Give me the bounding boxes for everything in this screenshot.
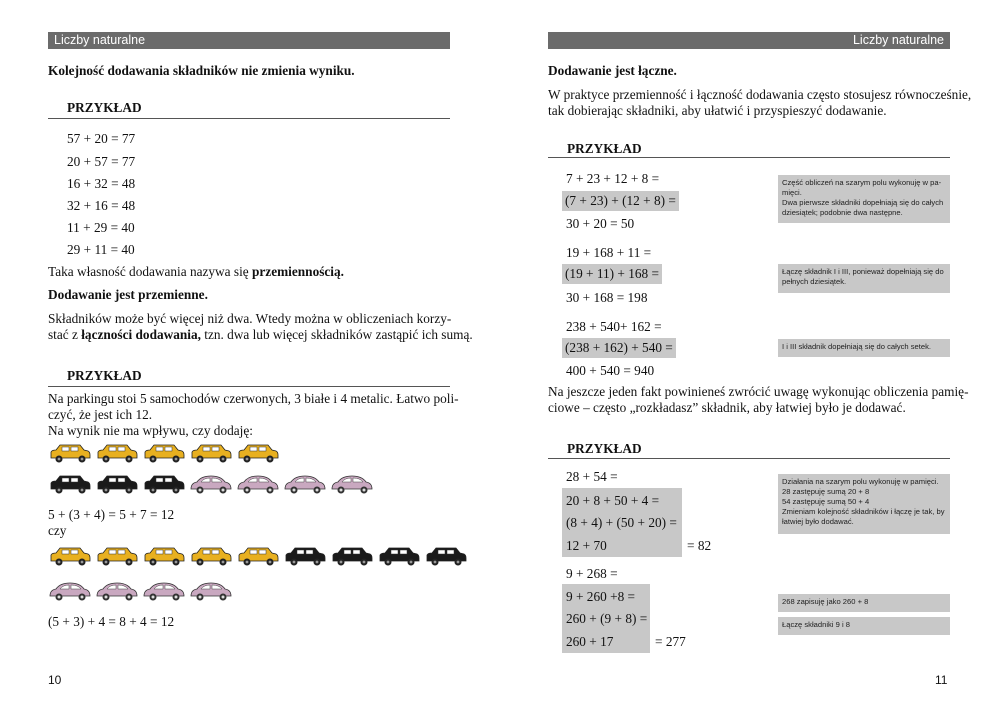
calc2-a2: 20 + 8 + 50 + 4 = [566, 493, 660, 508]
black-car-icon [48, 473, 92, 500]
property-sentence [48, 264, 344, 280]
note-first-third [778, 264, 950, 293]
paragraph-text: stać z [48, 327, 82, 342]
note-hundreds [778, 339, 950, 357]
note-line: Część obliczeń na szarym polu wykonuję w pa- [782, 178, 942, 187]
calc2-a4: 12 + 70 [566, 538, 607, 553]
note-line: dziesiątek; podobnie dwa następne. [782, 208, 903, 217]
black-car-icon [95, 473, 139, 500]
note-line: mięci. [782, 188, 802, 197]
equation-assoc-a: 5 + (3 + 4) = 5 + 7 = 12 [48, 507, 175, 522]
equation-assoc-b: (5 + 3) + 4 = 8 + 4 = 12 [48, 614, 175, 629]
fact-line-2: ciowe – często „rozkładasz” składnik, aby łatwiej było je dodawać. [548, 400, 906, 415]
page-number-left: 10 [48, 673, 62, 687]
black-car-icon [142, 473, 186, 500]
note-9-and-8 [778, 617, 950, 635]
associativity-term: łączności dodawania, [81, 327, 201, 342]
yellow-car-icon [48, 545, 92, 572]
calc-a3: 30 + 20 = 50 [566, 216, 635, 231]
word-czy: czy [48, 523, 67, 538]
left-header-title: Liczby naturalne [54, 33, 146, 47]
metalic-car-icon [142, 580, 186, 607]
yellow-car-icon [142, 442, 186, 469]
parking-line-1: Na parkingu stoi 5 samochodów czerwonych, 3 białe i 4 metalic. Łatwo poli- [48, 391, 459, 406]
cars-row-black-metalic [48, 473, 374, 500]
property-term: przemiennością. [252, 264, 344, 279]
calc-a1: 7 + 23 + 12 + 8 = [566, 171, 660, 186]
paragraph-line-2 [48, 327, 473, 343]
calc2-b2: 9 + 260 +8 = [566, 589, 636, 604]
rule-associative: Dodawanie jest łączne. [548, 63, 677, 78]
right-header-title: Liczby naturalne [852, 33, 944, 47]
example-label-4: PRZYKŁAD [567, 441, 642, 456]
rule-commutative: Kolejność dodawania składników nie zmienia wyniku. [48, 63, 355, 78]
commutative-statement: Dodawanie jest przemienne. [48, 287, 208, 302]
equation-3: 16 + 32 = 48 [67, 176, 136, 191]
calc2-b3: 260 + (9 + 8) = [566, 611, 648, 626]
note-line: 54 zastępuję sumą 50 + 4 [782, 497, 870, 506]
metalic-car-icon [189, 580, 233, 607]
example-label-1: PRZYKŁAD [67, 100, 142, 115]
black-car-icon [330, 545, 374, 572]
note-decompose [778, 474, 950, 534]
calc-a2: (7 + 23) + (12 + 8) = [562, 191, 679, 211]
note-line: I i III składnik dopełniają się do całych setek. [782, 342, 932, 351]
yellow-car-icon [95, 545, 139, 572]
parking-line-3: Na wynik nie ma wpływu, czy dodaję: [48, 423, 253, 438]
page-number-right: 11 [935, 673, 948, 687]
note-268 [778, 594, 950, 612]
calc2-b4: 260 + 17 [566, 634, 614, 649]
calc-c2: (238 + 162) + 540 = [562, 338, 676, 358]
calc-c3: 400 + 540 = 940 [566, 363, 655, 378]
metalic-car-icon [330, 473, 374, 500]
property-text: Taka własność dodawania nazywa się [48, 264, 252, 279]
equation-1: 57 + 20 = 77 [67, 131, 136, 146]
note-line: 28 zastępuję sumą 20 + 8 [782, 487, 870, 496]
metalic-car-icon [283, 473, 327, 500]
equation-5: 11 + 29 = 40 [67, 220, 135, 235]
yellow-car-icon [236, 545, 280, 572]
equation-2: 20 + 57 = 77 [67, 154, 136, 169]
note-line: Działania na szarym polu wykonuję w pamięci. [782, 477, 939, 486]
yellow-car-icon [95, 442, 139, 469]
equation-4: 32 + 16 = 48 [67, 198, 136, 213]
yellow-car-icon [189, 545, 233, 572]
intro-line-1: W praktyce przemienność i łączność dodawania często stosujesz równocześnie, [548, 87, 972, 102]
cars-row-yellow-black [48, 545, 468, 572]
cars-row-yellow [48, 442, 280, 469]
calc2-b1: 9 + 268 = [566, 566, 618, 581]
calc2-a3: (8 + 4) + (50 + 20) = [566, 515, 677, 530]
black-car-icon [424, 545, 468, 572]
note-line: łatwiej było dodawać. [782, 517, 854, 526]
note-line: Łączę składniki 9 i 8 [782, 620, 850, 629]
divider [48, 118, 450, 119]
yellow-car-icon [142, 545, 186, 572]
calc2-b-result: = 277 [655, 634, 686, 649]
example-label-2: PRZYKŁAD [67, 368, 142, 383]
calc-b2: (19 + 11) + 168 = [562, 264, 662, 284]
metalic-car-icon [95, 580, 139, 607]
left-header-bar [48, 32, 450, 49]
metalic-car-icon [189, 473, 233, 500]
intro-line-2: tak dobierając składniki, aby ułatwić i przyspieszyć dodawanie. [548, 103, 887, 118]
cars-row-metalic [48, 580, 233, 607]
right-header-bar [548, 32, 950, 49]
calc-b3: 30 + 168 = 198 [566, 290, 648, 305]
note-line: Zmieniam kolejność składników i łączę je tak, by [782, 507, 945, 516]
divider [48, 386, 450, 387]
black-car-icon [377, 545, 421, 572]
yellow-car-icon [48, 442, 92, 469]
calc-c1: 238 + 540+ 162 = [566, 319, 662, 334]
note-line: Łączę składnik I i III, ponieważ dopełniają się do [782, 267, 944, 276]
calc2-a1: 28 + 54 = [566, 469, 618, 484]
calc-b1: 19 + 168 + 11 = [566, 245, 652, 260]
yellow-car-icon [189, 442, 233, 469]
note-gray-field [778, 175, 950, 223]
note-line: 268 zapisuję jako 260 + 8 [782, 597, 869, 606]
yellow-car-icon [236, 442, 280, 469]
calc2-a-result: = 82 [687, 538, 712, 553]
divider [548, 458, 950, 459]
example-label-3: PRZYKŁAD [567, 141, 642, 156]
note-line: pełnych dziesiątek. [782, 277, 847, 286]
parking-line-2: czyć, że jest ich 12. [48, 407, 153, 422]
paragraph-text-end: tzn. dwa lub więcej składników zastąpić ich sumą. [200, 327, 473, 342]
metalic-car-icon [236, 473, 280, 500]
equation-6: 29 + 11 = 40 [67, 242, 135, 257]
divider [548, 157, 950, 158]
black-car-icon [283, 545, 327, 572]
note-line: Dwa pierwsze składniki dopełniają się do całych [782, 198, 944, 207]
paragraph-line-1: Składników może być więcej niż dwa. Wtedy można w obliczeniach korzy- [48, 311, 452, 326]
metalic-car-icon [48, 580, 92, 607]
fact-line-1: Na jeszcze jeden fakt powinieneś zwrócić uwagę wykonując obliczenia pamię- [548, 384, 969, 399]
